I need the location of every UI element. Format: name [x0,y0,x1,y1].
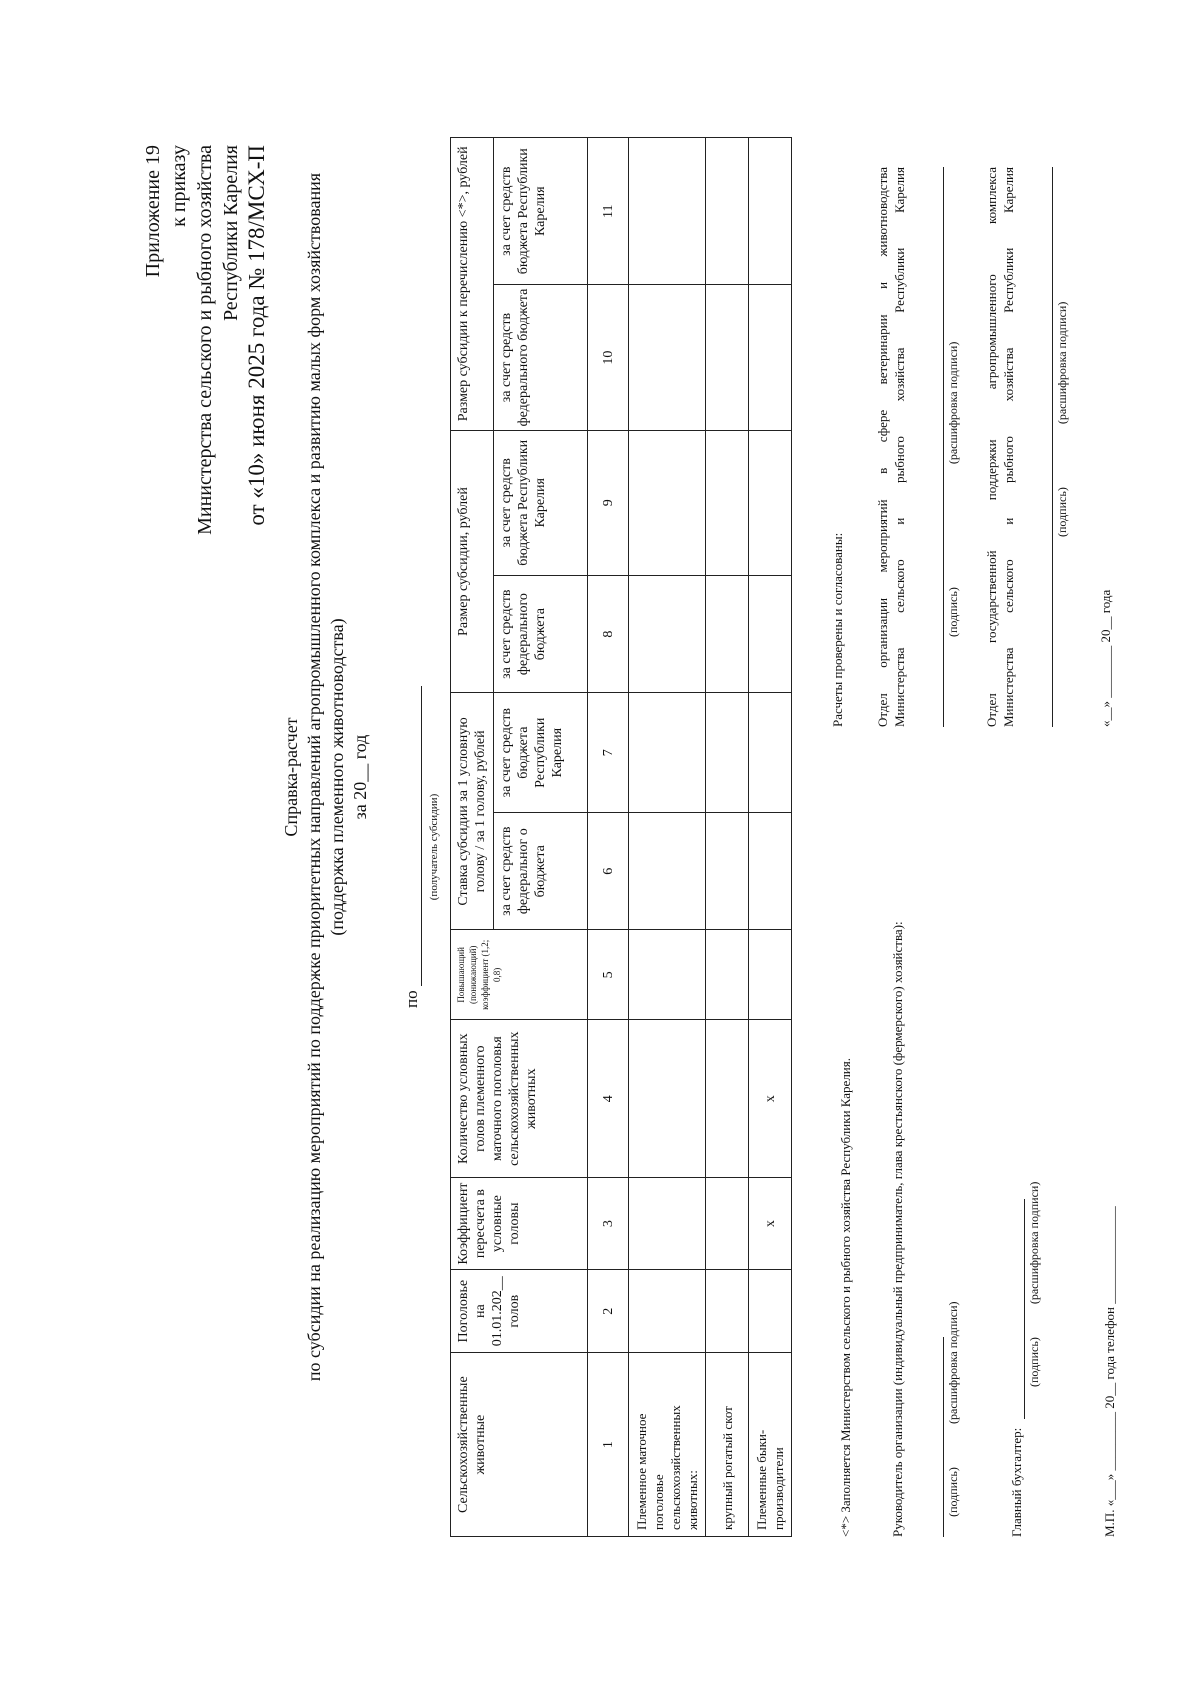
recipient-blank [406,686,422,986]
column-number: 1 [588,1353,629,1537]
col-group-rate: Ставка субсидии за 1 условную голову / за 1 голову, рублей [451,693,494,930]
column-number: 4 [588,1020,629,1178]
document-subject-detail: (поддержка племенного животноводства) [327,618,347,936]
table-row [629,138,706,1537]
table-cell[interactable] [706,285,749,430]
dept2-name-line2: Министерства сельского и рыбного хозяйства Республики Карелия [1001,167,1016,727]
appendix-to-order: к приказу [168,145,190,227]
dept1-name-line1: Отдел организации мероприятий в сфере ветеринарии и животноводства [875,167,890,727]
recipient-prefix: по [402,990,421,1008]
column-number: 5 [588,930,629,1020]
col-rate-republic: за счет средств бюджета Республики Карелия [494,693,588,813]
table-cell[interactable] [629,930,706,1020]
column-number: 7 [588,693,629,813]
col-conditional-heads: Количество условных голов племенного маточного поголовья сельскохозяйственных животных [451,1020,588,1178]
col-transfer-republic: за счет средств бюджета Республики Карелия [494,138,588,285]
document-sheet [30,27,1170,1667]
ministry-approval [830,167,1114,727]
table-row [706,138,749,1537]
col-size-republic: за счет средств бюджета Республики Карелия [494,430,588,575]
accountant-signature-caption: (подпись) [1027,1337,1041,1387]
table-cell[interactable] [749,930,792,1020]
table-row [749,138,792,1537]
dept1-decoding-caption: (расшифровка подписи) [946,341,960,465]
head-decoding-caption: (расшифровка подписи) [946,1301,960,1424]
column-number: 10 [588,285,629,430]
table-cell[interactable] [706,430,749,575]
head-signature-line[interactable] [929,1337,944,1537]
footnote: <*> Заполняется Министерством сельского и рыбного хозяйства Республики Карелия. [838,1058,853,1537]
column-number: 11 [588,138,629,285]
table-cell[interactable] [749,812,792,929]
col-group-size: Размер субсидии, рублей [451,430,494,693]
column-number: 2 [588,1270,629,1353]
accountant-decoding-caption: (расшифровка подписи) [1027,1181,1041,1305]
table-cell[interactable] [629,430,706,575]
applicant-signatures [890,817,1118,1537]
table-cell[interactable] [629,1020,706,1178]
head-label: Руководитель организации (индивидуальный предприниматель, глава крестьянского (фермерского) хозяйства): [890,921,905,1537]
col-transfer-federal: за счет средств федерального бюджета [494,285,588,430]
col-group-transfer: Размер субсидии к перечислению <*>, рублей [451,138,494,431]
dept2-decoding-caption: (расшифровка подписи) [1055,301,1069,425]
appendix-order-date: от «10» июня 2025 года № 178/МСХ-П [244,145,269,526]
appendix-header [140,145,270,705]
table-cell[interactable] [706,930,749,1020]
dept1-signature-line[interactable] [929,167,944,727]
dept2-name-line1: Отдел государственной поддержки агропромышленного комплекса [984,167,999,727]
subsidy-calculation-table [450,137,792,1537]
table-cell[interactable] [629,1178,706,1270]
head-signature-caption: (подпись) [946,1467,960,1517]
appendix-number: Приложение 19 [142,145,164,278]
column-number: 9 [588,430,629,575]
table-cell[interactable] [706,1270,749,1353]
table-cell[interactable] [749,575,792,692]
col-animals: Сельскохозяйственные животные [451,1353,588,1537]
column-number: 6 [588,812,629,929]
column-number: 3 [588,1178,629,1270]
dept1-signature-caption: (подпись) [946,587,960,637]
col-headcount: Поголовье на 01.01.202__ голов [451,1270,588,1353]
table-cell[interactable] [749,1270,792,1353]
stamp-date-phone-line: М.П. «___» _________ 20__ года телефон _______________ [1102,1206,1117,1537]
checked-label: Расчеты проверены и согласованы: [830,532,845,727]
col-size-federal: за счет средств федерального бюджета [494,575,588,692]
table-cell[interactable] [629,693,706,813]
table-cell[interactable] [749,693,792,813]
document-subject: по субсидии на реализацию мероприятий по поддержке приоритетных направлений агропромышленного комплекса и развитию малых форм хозяйствования [304,172,324,1382]
row-label: Племенные быки-производители [749,1353,792,1537]
recipient-line [402,27,422,1667]
dept2-signature-line[interactable] [1038,167,1053,727]
table-cell[interactable] [629,575,706,692]
table-cell[interactable] [749,138,792,285]
approval-date-line: «__» ________ 20__ года [1098,589,1113,727]
appendix-ministry: Министерства сельского и рыбного хозяйства [194,145,216,535]
dept2-signature-caption: (подпись) [1055,487,1069,537]
table-cell[interactable]: x [749,1178,792,1270]
column-number-row [588,138,629,1537]
col-adjusting-coefficient: Повышающий (понижающий) коэффициент (1,2; 0,8) [451,930,588,1020]
column-number: 8 [588,575,629,692]
accountant-label: Главный бухгалтер: [1009,1427,1024,1537]
recipient-caption: (получатель субсидии) [428,793,440,901]
row-label: крупный рогатый скот [706,1353,749,1537]
table-header-row [451,138,494,1537]
document-period: за 20__ год [350,734,370,820]
accountant-signature-line[interactable] [1010,1199,1025,1419]
table-cell[interactable] [706,575,749,692]
dept1-name-line2: Министерства сельского и рыбного хозяйства Республики Карелия [892,167,907,727]
table-cell[interactable] [706,812,749,929]
table-cell[interactable] [749,285,792,430]
table-cell[interactable] [706,1020,749,1178]
table-cell[interactable] [629,285,706,430]
document-heading [280,27,372,1527]
table-cell[interactable] [629,1270,706,1353]
col-conversion-coefficient: Коэффициент пересчета в условные головы [451,1178,588,1270]
table-cell[interactable] [706,1178,749,1270]
table-cell[interactable] [629,812,706,929]
table-cell[interactable] [629,138,706,285]
table-cell[interactable] [706,693,749,813]
row-label: Племенное маточное поголовье сельскохозяйственных животных: [629,1353,706,1537]
col-rate-federal: за счет средств федеральног о бюджета [494,812,588,929]
table-cell[interactable] [706,138,749,285]
table-cell[interactable] [749,430,792,575]
appendix-republic: Республики Карелия [220,145,242,322]
document-title: Справка-расчет [281,717,301,837]
table-cell[interactable]: x [749,1020,792,1178]
